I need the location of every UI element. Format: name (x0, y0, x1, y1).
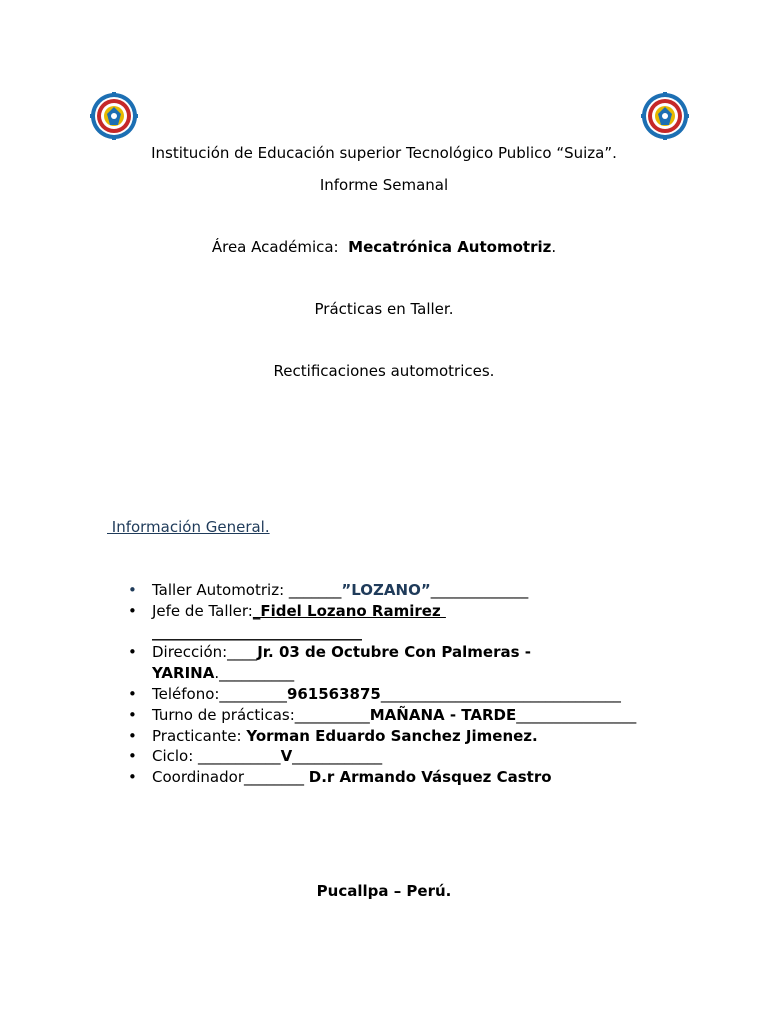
coordinador-value: D.r Armando Vásquez Castro (308, 768, 552, 787)
direccion-value-2: YARINA (152, 664, 215, 683)
direccion-label: Dirección:____ (152, 643, 258, 662)
bullet-icon: • (128, 601, 137, 620)
bullet-icon: • (128, 768, 137, 787)
telefono-label: Teléfono:_________ (152, 684, 287, 703)
list-item-direccion (128, 642, 688, 684)
practicante-value: Yorman Eduardo Sanchez Jimenez. (246, 726, 538, 745)
bullet-icon: • (128, 581, 137, 599)
telefono-tail: ________________________________ (380, 684, 621, 703)
area-line (0, 238, 768, 256)
ciclo-tail: ____________ (292, 747, 383, 766)
area-end: . (551, 238, 557, 256)
area-value: Mecatrónica Automotriz (348, 238, 552, 256)
taller-value: ”LOZANO” (341, 581, 431, 599)
ciclo-value: V (280, 747, 293, 766)
turno-value: MAÑANA - TARDE (369, 705, 517, 724)
practice-line: Prácticas en Taller. (314, 300, 454, 318)
list-item-practicante (128, 726, 688, 747)
list-item-jefe (128, 601, 688, 643)
jefe-tail: ____________________________ (152, 622, 362, 641)
bullet-icon: • (128, 726, 137, 745)
report-title: Informe Semanal (319, 176, 449, 194)
list-item-ciclo (128, 746, 688, 767)
taller-tail: _____________ (430, 581, 529, 599)
general-info-list (128, 580, 688, 788)
list-item-coordinador (128, 767, 688, 788)
institution-seal-icon (641, 92, 689, 140)
general-info-heading: Información General. (107, 518, 270, 536)
turno-label: Turno de prácticas:__________ (152, 705, 370, 724)
jefe-value: _Fidel Lozano Ramirez (252, 601, 446, 620)
practicante-label: Practicante: (152, 726, 247, 745)
list-item-turno (128, 705, 688, 726)
bullet-icon: • (128, 705, 137, 724)
institution-seal-icon (90, 92, 138, 140)
bullet-icon: • (128, 643, 137, 662)
footer-place: Pucallpa – Perú. (316, 882, 452, 900)
bullet-icon: • (128, 747, 137, 766)
list-item-telefono (128, 684, 688, 705)
direccion-value-1: Jr. 03 de Octubre Con Palmeras - (257, 643, 531, 662)
topic-line: Rectificaciones automotrices. (273, 362, 495, 380)
area-label: Área Académica: (211, 238, 339, 256)
coordinador-label: Coordinador________ (152, 768, 309, 787)
ciclo-label: Ciclo: ___________ (152, 747, 281, 766)
institution-title: Institución de Educación superior Tecnológico Publico “Suiza”. (151, 144, 617, 162)
turno-tail: ________________ (516, 705, 637, 724)
jefe-label: Jefe de Taller: (152, 601, 253, 620)
bullet-icon: • (128, 684, 137, 703)
list-item-taller (128, 580, 688, 601)
taller-label: Taller Automotriz: _______ (152, 581, 342, 599)
direccion-tail: .__________ (214, 664, 295, 683)
telefono-value: 961563875 (286, 684, 381, 703)
